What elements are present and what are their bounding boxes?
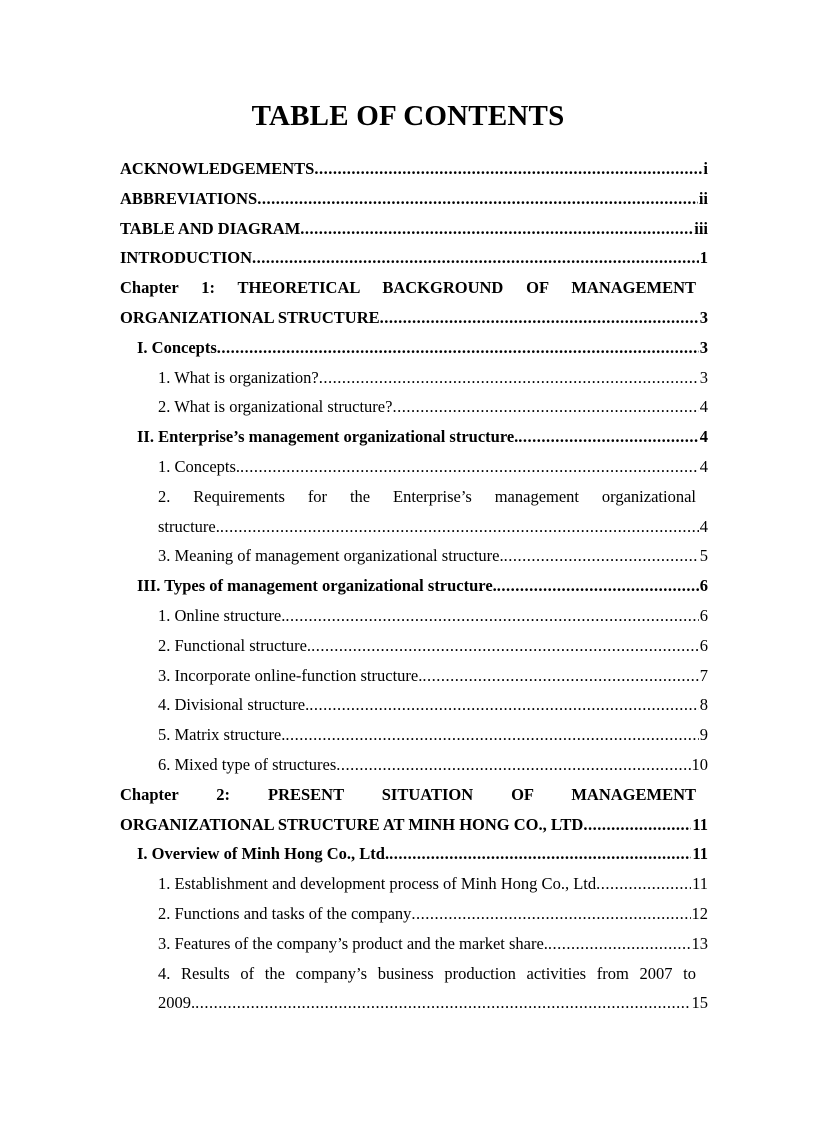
toc-entry-meaning: [120, 541, 708, 571]
toc-entry-label: 6. Mixed type of structures: [158, 754, 337, 774]
toc-entry-label: I. Concepts: [137, 337, 217, 357]
toc-entry-label: TABLE AND DIAGRAM: [120, 218, 301, 238]
dot-leader: [411, 899, 690, 929]
toc-entry-chapter-2: [120, 810, 708, 840]
toc-entry-label: 1. Online structure.: [158, 605, 286, 625]
toc-entry-label: INTRODUCTION: [120, 248, 253, 268]
toc-entry-acknowledgements: [120, 154, 708, 184]
toc-entry-concepts: [120, 333, 708, 363]
toc-page-number: 4: [699, 516, 708, 536]
dot-leader: [240, 452, 699, 482]
toc-page-number: 3: [699, 337, 708, 357]
toc-page-number: 10: [691, 754, 708, 774]
toc-entry-label: 3. Incorporate online-function structure.: [158, 665, 423, 685]
toc-page-number: 3: [699, 367, 708, 387]
dot-leader: [392, 392, 698, 422]
dot-leader: [380, 303, 699, 333]
toc-entry-label: I. Overview of Minh Hong Co., Ltd.: [137, 844, 390, 864]
toc-entry-features: [120, 929, 708, 959]
dot-leader: [422, 661, 698, 691]
toc-entry-label: 1. Establishment and development process of Minh Hong Co., Ltd: [158, 874, 597, 894]
toc-entry-enterprise-structure: [120, 422, 708, 452]
dot-leader: [300, 214, 693, 244]
toc-entry-concepts-2: [120, 452, 708, 482]
toc-entry-results-line-1: 4. Results of the company’s business production activities from 2007 to: [158, 963, 696, 983]
toc-entry-label: 2009.: [158, 993, 196, 1013]
toc-entry-matrix-structure: [120, 720, 708, 750]
dot-leader: [548, 929, 691, 959]
dot-leader: [319, 363, 699, 393]
toc-entry-label: 2. Functional structure.: [158, 635, 312, 655]
toc-entry-chapter-1: [120, 303, 708, 333]
dot-leader: [285, 601, 698, 631]
dot-leader: [583, 810, 691, 840]
toc-page-number: 11: [692, 874, 708, 894]
toc-page-number: iii: [694, 218, 708, 238]
toc-entry-label: 5. Matrix structure.: [158, 725, 286, 745]
toc-entry-label: 4. Divisional structure.: [158, 695, 310, 715]
toc-entry-requirements-line-1: 2. Requirements for the Enterprise’s management organizational: [158, 486, 696, 506]
toc-page-number: i: [703, 159, 708, 178]
table-of-contents: [120, 154, 708, 1018]
toc-entry-functions-tasks: [120, 899, 708, 929]
toc-entry-what-is-organization: [120, 363, 708, 393]
toc-entry-chapter-2-line-1: Chapter 2: PRESENT SITUATION OF MANAGEMENT: [120, 784, 696, 804]
dot-leader: [497, 571, 699, 601]
toc-page-number: ii: [698, 188, 708, 208]
dot-leader: [285, 720, 698, 750]
dot-leader: [195, 988, 690, 1018]
toc-entry-label: 1. What is organization?: [158, 367, 319, 387]
toc-entry-types: [120, 571, 708, 601]
toc-entry-label: 2. What is organizational structure?: [158, 397, 393, 417]
toc-entry-requirements: [120, 512, 708, 542]
toc-page-number: 6: [699, 605, 708, 625]
toc-page-number: 9: [699, 725, 708, 745]
dot-leader: [518, 422, 698, 452]
toc-page-number: 4: [699, 456, 708, 476]
page-title: TABLE OF CONTENTS: [251, 100, 565, 132]
toc-page-number: 13: [691, 933, 708, 953]
toc-entry-label: 3. Meaning of management organizational structure.: [158, 546, 504, 566]
toc-page-number: 4: [699, 397, 708, 417]
toc-entry-establishment: [120, 869, 708, 899]
toc-page-number: 8: [699, 695, 708, 715]
toc-page-number: 15: [691, 993, 708, 1013]
dot-leader: [389, 839, 691, 869]
toc-entry-label: II. Enterprise’s management organizational structure.: [137, 427, 519, 447]
dot-leader: [309, 690, 699, 720]
toc-entry-label: ORGANIZATIONAL STRUCTURE AT MINH HONG CO., LTD: [120, 814, 584, 834]
toc-page-number: 11: [692, 844, 708, 864]
toc-page-number: 6: [699, 635, 708, 655]
toc-page-number: 4: [699, 427, 708, 447]
toc-entry-label: ORGANIZATIONAL STRUCTURE: [120, 307, 380, 327]
toc-entry-label: ACKNOWLEDGEMENTS: [120, 159, 315, 178]
toc-entry-abbreviations: [120, 184, 708, 214]
toc-entry-label: structure.: [158, 516, 220, 536]
toc-entry-label: 1. Concepts.: [158, 456, 241, 476]
toc-page-number: 5: [699, 546, 708, 566]
toc-entry-functional-structure: [120, 631, 708, 661]
toc-entry-label: 2. Functions and tasks of the company: [158, 903, 412, 923]
dot-leader: [220, 512, 699, 542]
toc-entry-what-is-organizational-structure: [120, 392, 708, 422]
toc-entry-divisional-structure: [120, 690, 708, 720]
toc-entry-label: 3. Features of the company’s product and the market share.: [158, 933, 548, 953]
toc-entry-results: [120, 988, 708, 1018]
dot-leader: [257, 184, 698, 214]
toc-page-number: 6: [699, 576, 708, 596]
toc-entry-overview: [120, 839, 708, 869]
toc-entry-online-structure: [120, 601, 708, 631]
dot-leader: [311, 631, 699, 661]
dot-leader: [314, 154, 702, 184]
toc-page-number: 3: [699, 307, 708, 327]
dot-leader: [252, 243, 699, 273]
toc-page-number: 7: [699, 665, 708, 685]
toc-entry-chapter-1-line-1: Chapter 1: THEORETICAL BACKGROUND OF MANAGEMENT: [120, 278, 696, 298]
dot-leader: [596, 869, 691, 899]
toc-page-number: 1: [699, 248, 708, 268]
toc-page-number: 12: [691, 903, 708, 923]
dot-leader: [336, 750, 690, 780]
dot-leader: [504, 541, 699, 571]
toc-page-number: 11: [692, 814, 708, 834]
toc-entry-introduction: [120, 243, 708, 273]
toc-entry-mixed-structures: [120, 750, 708, 780]
toc-entry-online-function-structure: [120, 661, 708, 691]
dot-leader: [217, 333, 699, 363]
toc-entry-table-and-diagram: [120, 214, 708, 244]
toc-entry-label: III. Types of management organizational structure.: [137, 576, 497, 596]
toc-entry-label: ABBREVIATIONS: [120, 188, 258, 208]
